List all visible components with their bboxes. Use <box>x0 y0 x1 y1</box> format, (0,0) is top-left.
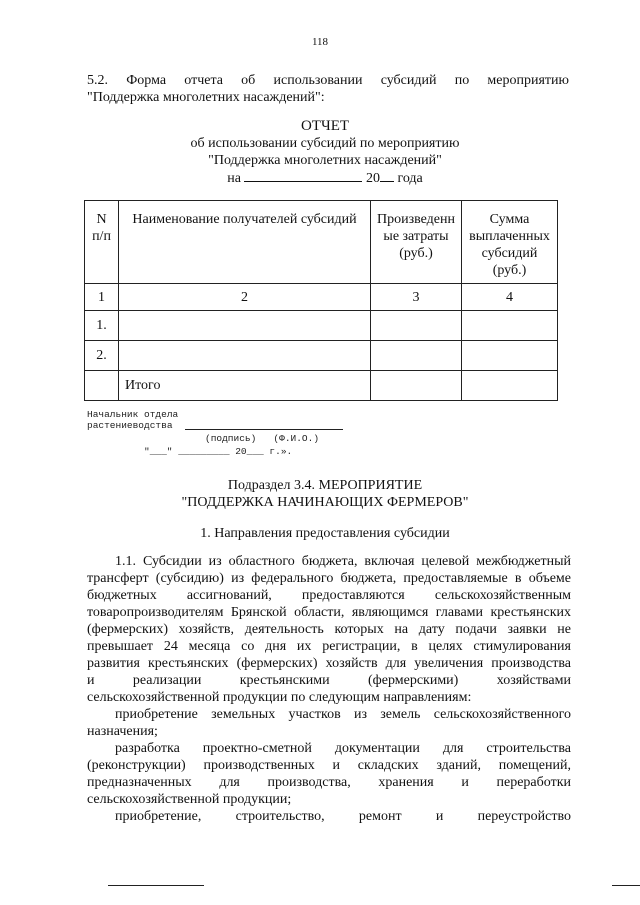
body-line: разработка проектно-сметной документации для строительства <box>115 741 571 756</box>
report-subtitle-1: об использовании субсидий по мероприятию <box>190 136 460 151</box>
column-number: 1 <box>85 284 119 311</box>
header-cell-name <box>119 201 371 284</box>
table-total-row <box>85 371 558 401</box>
column-number: 4 <box>462 284 558 311</box>
header-text: выплаченных <box>469 229 550 244</box>
column-number: 2 <box>119 284 371 311</box>
header-text: ые затраты <box>383 229 449 244</box>
signature-date-line: "___" _________ 20___ г.». <box>144 446 293 457</box>
signature-captions: (подпись) (Ф.И.О.) <box>205 433 320 444</box>
body-line: предназначенных для производства, хранения и переработки <box>87 775 571 790</box>
subsection-line-2: "ПОДДЕРЖКА НАЧИНАЮЩИХ ФЕРМЕРОВ" <box>181 495 469 510</box>
footnote-rule <box>108 885 204 886</box>
body-line: (реконструкции) производственных и складских зданий, помещений, <box>87 758 571 773</box>
row-number: 1. <box>85 311 119 341</box>
body-line: товаропроизводителям Брянской области, являющимся главами крестьянских <box>87 605 571 620</box>
body-line: 1.1. Субсидии из областного бюджета, включая целевой межбюджетный <box>115 554 571 569</box>
subsection-heading <box>0 477 640 511</box>
total-sum-cell <box>462 371 558 401</box>
header-text: Произведенн <box>376 212 455 227</box>
report-heading <box>0 118 640 187</box>
total-label: Итого <box>119 371 371 401</box>
report-title: ОТЧЕТ <box>300 118 350 134</box>
header-text: (руб.) <box>492 263 527 278</box>
header-cell-sum <box>462 201 558 284</box>
intro-line-1: 5.2. Форма отчета об использовании субсидий по мероприятию <box>87 73 569 88</box>
report-date-year: 20 <box>365 171 380 186</box>
body-line: трансферт (субсидию) из федерального бюджета, предоставляемые в объеме <box>87 571 571 586</box>
body-line: назначения; <box>87 724 158 739</box>
report-table <box>84 200 558 401</box>
body-text <box>87 553 571 825</box>
body-line: и реализации крестьянскими (фермерскими) хозяйствами <box>87 673 571 688</box>
column-number: 3 <box>371 284 462 311</box>
total-number-cell <box>85 371 119 401</box>
header-cell-costs <box>371 201 462 284</box>
row-name <box>119 341 371 371</box>
intro-line-2: "Поддержка многолетних насаждений": <box>87 90 325 105</box>
body-line: приобретение, строительство, ремонт и переустройство <box>115 809 571 824</box>
table-column-number-row <box>85 284 558 311</box>
year-blank <box>380 169 394 182</box>
report-subtitle-2: "Поддержка многолетних насаждений" <box>208 153 442 168</box>
body-line: приобретение земельных участков из земель сельскохозяйственного <box>115 707 571 722</box>
body-line: развития крестьянских (фермерских) хозяйств для увеличения производства <box>87 656 571 671</box>
header-text: Сумма <box>489 212 530 227</box>
total-costs-cell <box>371 371 462 401</box>
row-name <box>119 311 371 341</box>
table-row <box>85 341 558 371</box>
body-line: (фермерских) хозяйств, деятельность которых на дату подачи заявки не <box>87 622 571 637</box>
signature-title-1: Начальник отдела <box>87 409 179 420</box>
date-blank <box>244 169 362 182</box>
body-line: бюджетных ассигнований, предоставляются сельскохозяйственным <box>87 588 571 603</box>
table-row <box>85 311 558 341</box>
row-number: 2. <box>85 341 119 371</box>
page-number: 118 <box>311 36 329 48</box>
report-date-prefix: на <box>227 171 241 186</box>
row-sum <box>462 311 558 341</box>
row-costs <box>371 311 462 341</box>
section-heading: 1. Направления предоставления субсидии <box>200 526 450 541</box>
header-text: Наименование получателей субсидий <box>132 212 357 227</box>
table-header-row <box>85 201 558 284</box>
row-sum <box>462 341 558 371</box>
header-text: (руб.) <box>399 246 433 261</box>
report-date-suffix: года <box>397 171 423 186</box>
corner-rule <box>612 885 640 886</box>
header-text: N <box>96 212 107 227</box>
signature-line <box>185 429 343 430</box>
header-cell-number <box>85 201 119 284</box>
signature-title-2: растениеводства <box>87 420 173 431</box>
subsection-line-1: Подраздел 3.4. МЕРОПРИЯТИЕ <box>227 478 423 493</box>
report-date-line <box>0 169 640 187</box>
body-line: сельскохозяйственной продукции; <box>87 792 292 807</box>
body-line: превышает 24 месяца со дня их регистрации, в целях стимулирования <box>87 639 571 654</box>
header-text: п/п <box>92 229 111 244</box>
row-costs <box>371 341 462 371</box>
header-text: субсидий <box>481 246 538 261</box>
body-line: сельскохозяйственной продукции по следующим направлениям: <box>87 690 472 705</box>
